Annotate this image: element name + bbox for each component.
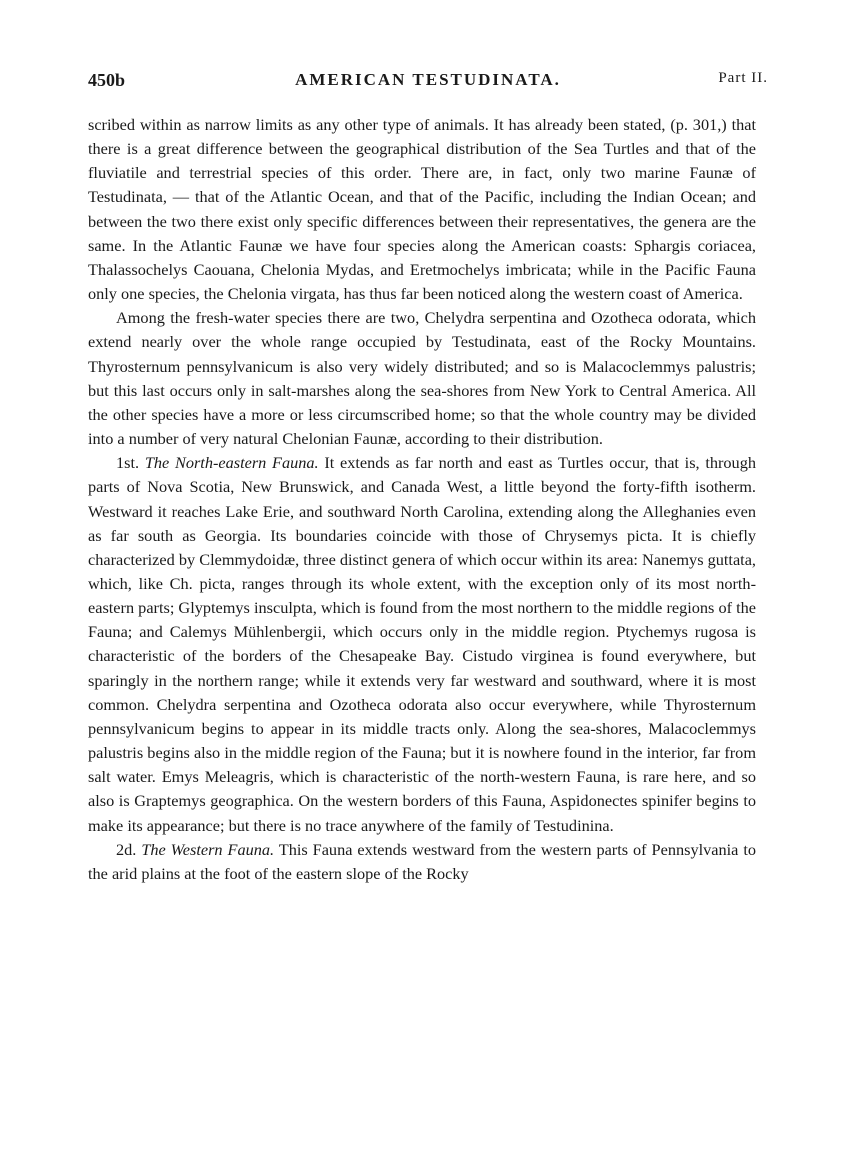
section-text: This Fauna extends westward from the western parts of Pennsylvania to the arid plains at the foot of the eastern slope of the Rocky — [88, 839, 756, 883]
paragraph-continuation: scribed within as narrow limits as any other type of animals. It has already been stated, (p. 301,) that there is a great difference between the geographical distribution of the Sea Turtles and that of the fluviatile and terrestrial species of this order. There are, in fact, only two marine Faunæ of Testudinata, — that of the Atlantic Ocean, and that of the Pacific, including the Indian Ocean; and between the two there exist only specific differences between their representatives, the genera are the same. In the Atlantic Faunæ we have four species along the American coasts: Sphargis coriacea, Thalassochelys Caouana, Chelonia Mydas, and Eretmochelys imbricata; while in the Pacific Fauna only one species, the Chelonia virgata, has thus far been noticed along the western coast of America. — [88, 115, 756, 304]
paragraph-fresh-water: Among the fresh-water species there are two, Chelydra serpentina and Ozotheca odorata, which extend nearly over the whole range occupied by Testudinata, east of the Rocky Mountains. Thyrosternum pennsylvanicum is also very widely distributed; and so is Malacoclemmys palustris; but this last occurs only in salt-marshes along the sea-shores from New York to Central America. All the other species have a more or less circumscribed home; so that the whole country may be divided into a number of very natural Chelonian Faunæ, according to their distribution. — [88, 308, 756, 449]
section-text: It extends as far north and east as Turtles occur, that is, through parts of Nova Scotia, New Brunswick, and Canada West, a little beyond the forty-fifth isotherm. Westward it reaches Lake Erie, and southward North Carolina, extending along the Alleghanies even as far south as Georgia. Its boundaries coincide with those of Chrysemys picta. It is chiefly characterized by Clemmydoidæ, three distinct genera of which occur within its area: Nanemys guttata, which, like Ch. picta, ranges through its whole extent, with the exception only of its most north-eastern parts; Glyptemys insculpta, which is found from the most northern to the middle regions of the Fauna; and Calemys Mühlenbergii, which occurs only in the middle region. Ptychemys rugosa is characteristic of the borders of the Chesapeake Bay. Cistudo virginea is found everywhere, but sparingly in the northern range; while it extends very far westward and southward, where it is most common. Chelydra serpentina and Ozotheca odorata also occur everywhere, while Thyrosternum pennsylvanicum begins to appear in its middle tracts only. Along the sea-shores, Malacoclemmys palustris begins also in the middle region of the Fauna; but it is nowhere found in the interior, far from salt water. Emys Meleagris, which is characteristic of the north-western Fauna, is rare here, and so also is Graptemys geographica. On the western borders of this Fauna, Aspidonectes spinifer begins to make its appearance; but there is no trace anywhere of the family of Testudinina. — [88, 453, 756, 835]
paragraph-north-eastern-fauna — [88, 451, 756, 838]
section-title: The Western Fauna. — [141, 839, 275, 859]
part-label: Part II. — [718, 70, 768, 86]
section-title: The North-eastern Fauna. — [144, 453, 319, 473]
page-header — [88, 70, 768, 100]
page-number: 450b — [88, 70, 126, 90]
running-title: AMERICAN TESTUDINATA. — [295, 70, 561, 89]
paragraph-western-fauna — [88, 838, 756, 886]
section-number: 1st. — [116, 453, 140, 473]
body-text — [88, 113, 756, 886]
section-number: 2d. — [116, 839, 137, 859]
